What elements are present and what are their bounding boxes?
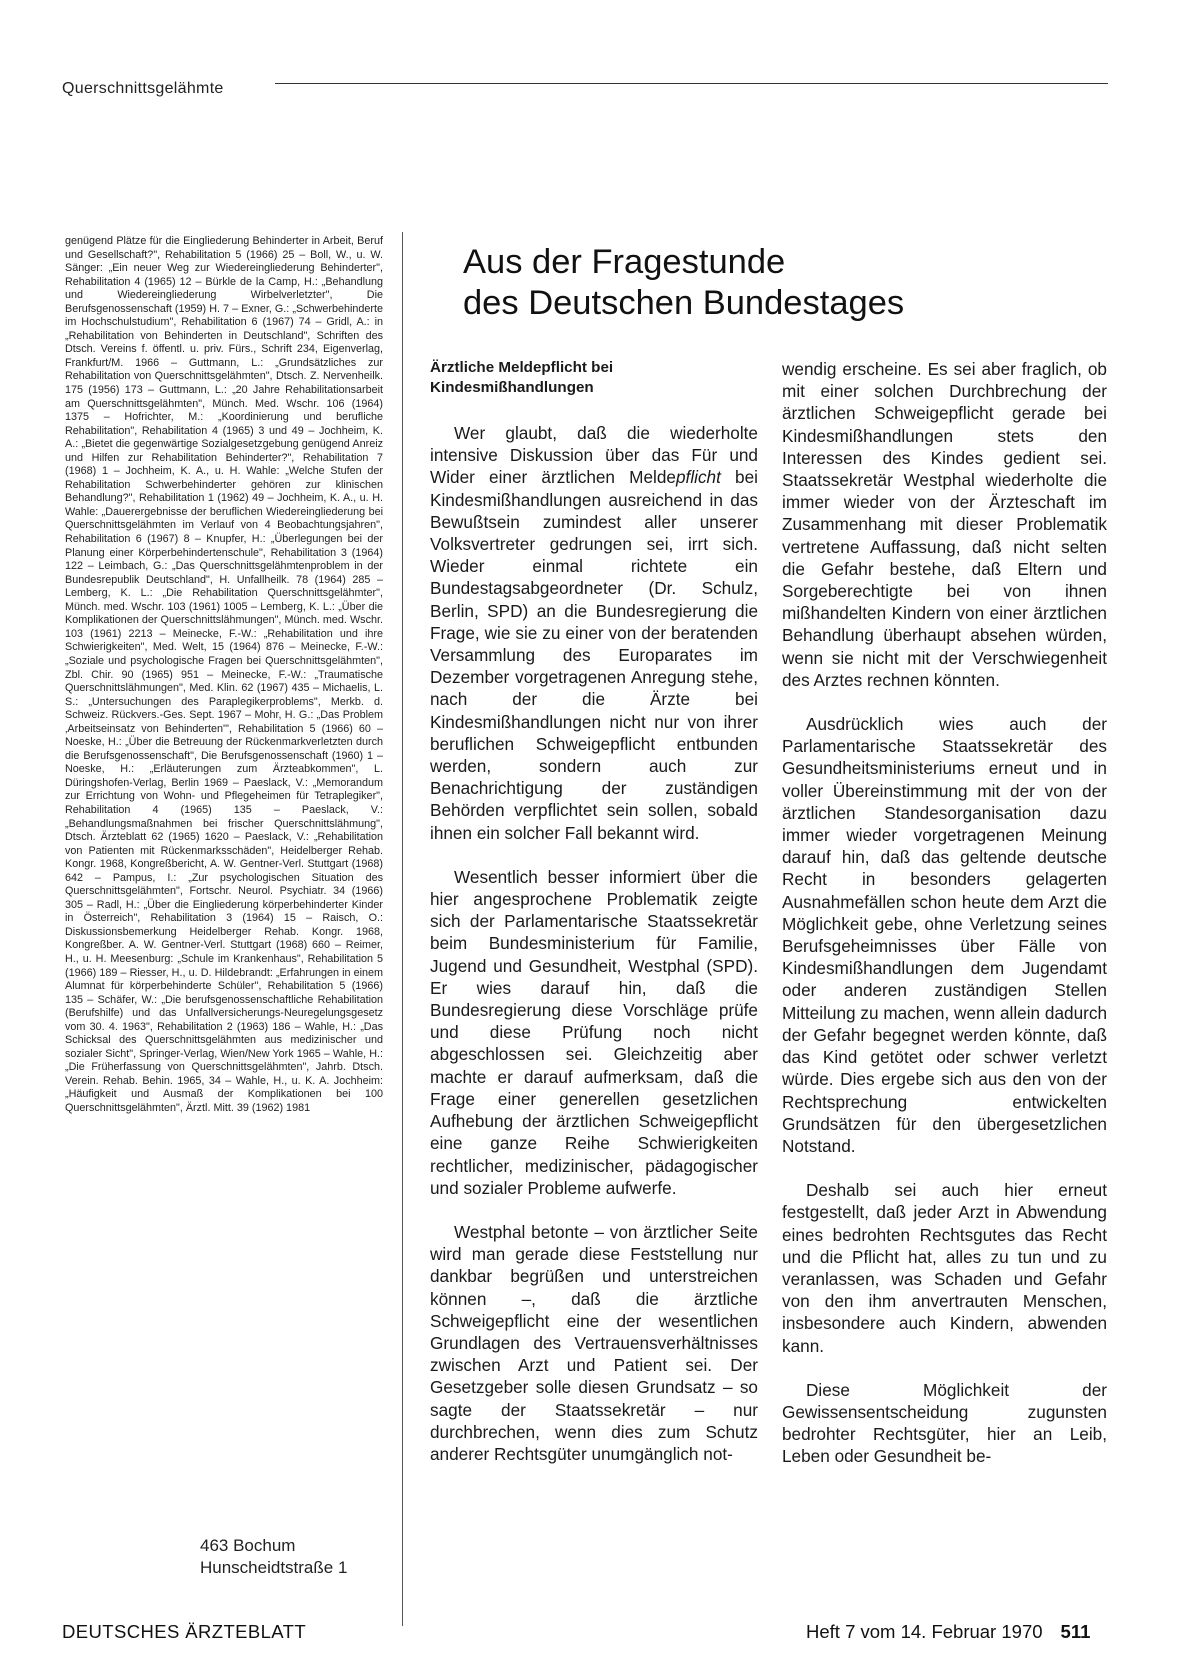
footer-issue-info [806,1621,1090,1643]
title-line-2: des Deutschen Bundestages [463,284,905,323]
address-city: 463 Bochum [200,1536,296,1555]
footer-issue: Heft 7 vom 14. Februar 1970 [806,1621,1043,1642]
paragraph-1-start: Wer glaubt, daß die wiederholte intensive Diskussion über das Für und Wider einer ärztlichen Melde [430,423,758,488]
article-title [463,242,1083,325]
column-divider [402,232,403,1626]
paragraph-5: Ausdrücklich wies auch der Parlamentarische Staatssekretär des Gesundheitsministeriums erneut und in voller Übereinstimmung mit der von der ärztlichen Standesorganisation dazu immer wieder vorgetragenen Meinung darauf hin, daß das geltende deutsche Recht in besonders gelagerten Ausnahmefällen schon heute dem Arzt die Möglichkeit gebe, ohne Verletzung seines Berufsgeheimnisses über Fälle von Kindesmißhandlungen dem Jugendamt oder anderen zuständigen Stellen Mitteilung zu machen, wenn allein dadurch der Gefahr begegnet werden könnte, daß das Kind getötet oder schwer verletzt würde. Dies ergebe sich aus den von der Rechtsprechung entwickelten Grundsätzen für den übergesetzlichen Notstand. [782,714,1107,1156]
author-address [200,1535,347,1579]
title-line-1: Aus der Fragestunde [463,243,786,281]
article-subtitle [430,358,758,398]
footer-journal: DEUTSCHES ÄRZTEBLATT [62,1621,307,1642]
paragraph-1-italic: pflicht [675,467,721,488]
paragraph-7: Diese Möglichkeit der Gewissensentscheidung zugunsten bedrohter Rechtsgüter, hier an Leib, Leben oder Gesundheit be- [782,1379,1107,1467]
article-column-middle [430,358,758,1487]
paragraph-4: wendig erscheine. Es sei aber fraglich, ob mit einer solchen Durchbrechung der ärztlichen Schweigepflicht gerade bei Kindesmißhandlungen stets den Interessen des Kindes gedient sei. Staatssekretär Westphal wiederholte die immer wieder von der Ärzteschaft im Zusammenhang mit dieser Problematik vertretene Auffassung, daß nicht selten die Gefahr bestehe, daß Eltern und Sorgeberechtigte bei von ihnen mißhandelten Kindern von einer ärztlichen Behandlung überhaupt absehen würden, wenn sie nicht mit der Verschwiegenheit des Arztes rechnen könnten. [782,359,1107,690]
running-head: Querschnittsgelähmte [62,80,224,97]
paragraph-1-end: bei Kindesmißhandlungen ausreichend in das Bewußtsein zumindest aller unserer Volksvertreter gedrungen sei, irrt sich. Wieder einmal richtete ein Bundestagsabgeordneter (Dr. Schulz, Berlin, SPD) an die Bundesregierung die Frage, wie sie zu einer von der beratenden Versammlung des Europarates im Dezember vorgetragenen Anregung stehe, nach der die Ärzte bei Kindesmißhandlungen nicht nur von ihrer beruflichen Schweigepflicht entbunden werden, sondern auch zur Benachrichtigung der zuständigen Behörden verpflichtet sein sollen, sobald ihnen ein solcher Fall bekannt wird. [430,467,758,843]
page-number: 511 [1060,1621,1091,1642]
subtitle-line-1: Ärztliche Meldepflicht bei [430,359,614,376]
address-street: Hunscheidtstraße 1 [200,1558,348,1578]
paragraph-3: Westphal betonte – von ärztlicher Seite wird man gerade diese Feststellung nur dankbar begrüßen und unterstreichen können –, daß die ärztliche Schweigepflicht eine der wesentlichen Grundlagen des Vertrauensverhältnisses zwischen Arzt und Patient sei. Der Gesetzgeber solle diesen Grundsatz – so sagte der Staatssekretär – nur durchbrechen, wenn dies zum Schutz anderer Rechtsgüter unumgänglich not- [430,1221,758,1464]
subtitle-line-2: Kindesmißhandlungen [430,379,594,396]
reference-list: genügend Plätze für die Eingliederung Behinderter in Arbeit, Beruf und Gesellschaft?", Rehabilitation 5 (1966) 25 – Boll, W., u. W. Sänger: „Ein neuer Weg zur Wiedereingliederung Behinderter", Rehabilitation 4 (1965) 12 – Bürkle de la Camp, H.: „Behandlung und Wiedereingliederung Wirbelverletzter", Die Berufsgenossenschaft (1959) H. 7 – Exner, G.: „Schwerbehinderte im Hochschulstudium", Rehabilitation 6 (1967) 74 – Gridl, A.: in „Rehabilitation von Behinderten in Deutschland", Schriften des Dtsch. Vereins f. öffentl. u. priv. Fürs., Schrift 234, Eigenverlag, Frankfurt/M. 1966 – Guttmann, L.: „Grundsätzliches zur Rehabilitation von Querschnittsgelähmten", Dtsch. Z. Nervenheilk. 175 (1956) 173 – Guttmann, L.: „20 Jahre Rehabilitationsarbeit am Querschnittsgelähmten", Münch. Med. Wschr. 106 (1964) 1375 – Hofrichter, M.: „Koordinierung und berufliche Rehabilitation", Rehabilitation 4 (1965) 3 und 49 – Jochheim, K. A.: „Bietet die gegenwärtige Sozialgesetzgebung genügend Anreiz und Hilfen zur Rehabilitation Behinderter?", Rehabilitation 7 (1968) 1 – Jochheim, K. A., u. H. Wahle: „Welche Stufen der Rehabilitation Schwerbehinderter gehören zur klinischen Behandlung?", Rehabilitation 1 (1962) 49 – Jochheim, K. A., u. H. Wahle: „Dauerergebnisse der beruflichen Wiedereingliederung bei Querschnittsgelähmten im Verlauf von 4 Beobachtungsjahren", Rehabilitation 6 (1967) 8 – Knupfer, H.: „Überlegungen bei der Planung einer Körperbehindertenschule", Rehabilitation 3 (1964) 122 – Leimbach, G.: „Das Querschnittsgelähmtenproblem in der Bundesrepublik Deutschland", H. Unfallheilk. 78 (1964) 285 – Lemberg, K. L.: „Die Rehabilitation Querschnittsgelähmter", Münch. med. Wschr. 103 (1961) 1005 – Lemberg, K. L.: „Über die Komplikationen der Querschnittslähmungen", Münch. med. Wschr. 103 (1961) 2213 – Meinecke, F.-W.: „Rehabilitation und ihre Schwierigkeiten", Med. Welt, 15 (1964) 876 – Meinecke, F.-W.: „Soziale und psychologische Fragen bei Querschnittsgelähmten", Zbl. Chir. 90 (1965) 951 – Meinecke, F.-W.: „Traumatische Querschnittslähmungen", Med. Klin. 62 (1967) 435 – Michaelis, L. S.: „Untersuchungen des Paraplegikerproblems", Merkb. d. Schweiz. Rückvers.-Ges. Sept. 1967 – Mohr, H. G.: „Das Problem ‚Arbeitseinsatz von Behinderten'", Rehabilitation 5 (1966) 60 – Noeske, H.: „Über die Betreuung der Rückenmarkverletzten durch die Berufsgenossenschaft", Die Berufsgenossenschaft (1960) 1 – Noeske, H.: „Erläuterungen zum Ärzteabkommen", L. Düringshofen-Verlag, Berlin 1969 – Paeslack, V.: „Memorandum zur Errichtung von Wohn- und Pflegeheimen für Tetraplegiker", Rehabilitation 4 (1965) 135 – Paeslack, V.: „Behandlungsmaßnahmen bei frischer Querschnittslähmung", Dtsch. Ärzteblatt 62 (1965) 1620 – Paeslack, V.: „Rehabilitation von Patienten mit Rückenmarksschäden", Heidelberger Rehab. Kongr. 1968, Kongreßbericht, A. W. Gentner-Verl. Stuttgart (1968) 642 – Pampus, I.: „Zur psychologischen Situation des Querschnittsgelähmten", Fortschr. Neurol. Psychiatr. 34 (1966) 305 – Radl, H.: „Über die Eingliederung körperbehinderter Kinder in Österreich", Rehabilitation 3 (1964) 15 – Raisch, O.: Diskussionsbemerkung Heidelberger Rehab. Kongr. 1968, Kongreßber. A. W. Gentner-Verl. Stuttgart (1968) 660 – Reimer, H., u. H. Meesenburg: „Schule im Krankenhaus", Rehabilitation 5 (1966) 189 – Riesser, H., u. D. Hildebrandt: „Erfahrungen in einem Alumnat für körperbehinderte Schüler", Rehabilitation 5 (1966) 135 – Schäfer, W.: „Die berufsgenossenschaftliche Rehabilitation (Berufshilfe) und das Unfallversicherungs-Neuregelungsgesetz vom 30. 4. 1963", Rehabilitation 2 (1963) 186 – Wahle, H.: „Das Schicksal des Querschnittsgelähmten aus medizinischer und sozialer Sicht", Springer-Verlag, Wien/New York 1965 – Wahle, H.: „Die Früherfassung von Querschnittsgelähmten", Jahrb. Dtsch. Verein. Rehab. Behin. 1965, 34 – Wahle, H., u. K. A. Jochheim: „Häufigkeit und Ausmaß der Komplikationen bei 100 Querschnittsgelähmten", Ärztl. Mitt. 39 (1962) 1981 [65,235,383,1114]
header-rule [275,83,1108,84]
article-column-right [782,358,1107,1490]
paragraph-2: Wesentlich besser informiert über die hier angesprochene Problematik zeigte sich der Parlamentarische Staatssekretär beim Bundesministerium für Familie, Jugend und Gesundheit, Westphal (SPD). Er wies darauf hin, daß die Bundesregierung diese Vorschläge prüfe und diese Prüfung noch nicht abgeschlossen sei. Gleichzeitig aber machte er darauf aufmerksam, daß die Frage einer generellen gesetzlichen Aufhebung der ärztlichen Schweigepflicht eine ganze Reihe Schwierigkeiten rechtlicher, medizinischer, pädagogischer und sozialer Probleme aufwerfe. [430,866,758,1198]
paragraph-6: Deshalb sei auch hier erneut festgestellt, daß jeder Arzt in Abwendung eines bedrohten Rechtsgutes das Recht und die Pflicht hat, alles zu tun und zu veranlassen, was Schaden und Gefahr von den ihm anvertrauten Menschen, insbesondere auch Kindern, abwenden kann. [782,1180,1107,1356]
paragraph-1 [430,422,758,844]
